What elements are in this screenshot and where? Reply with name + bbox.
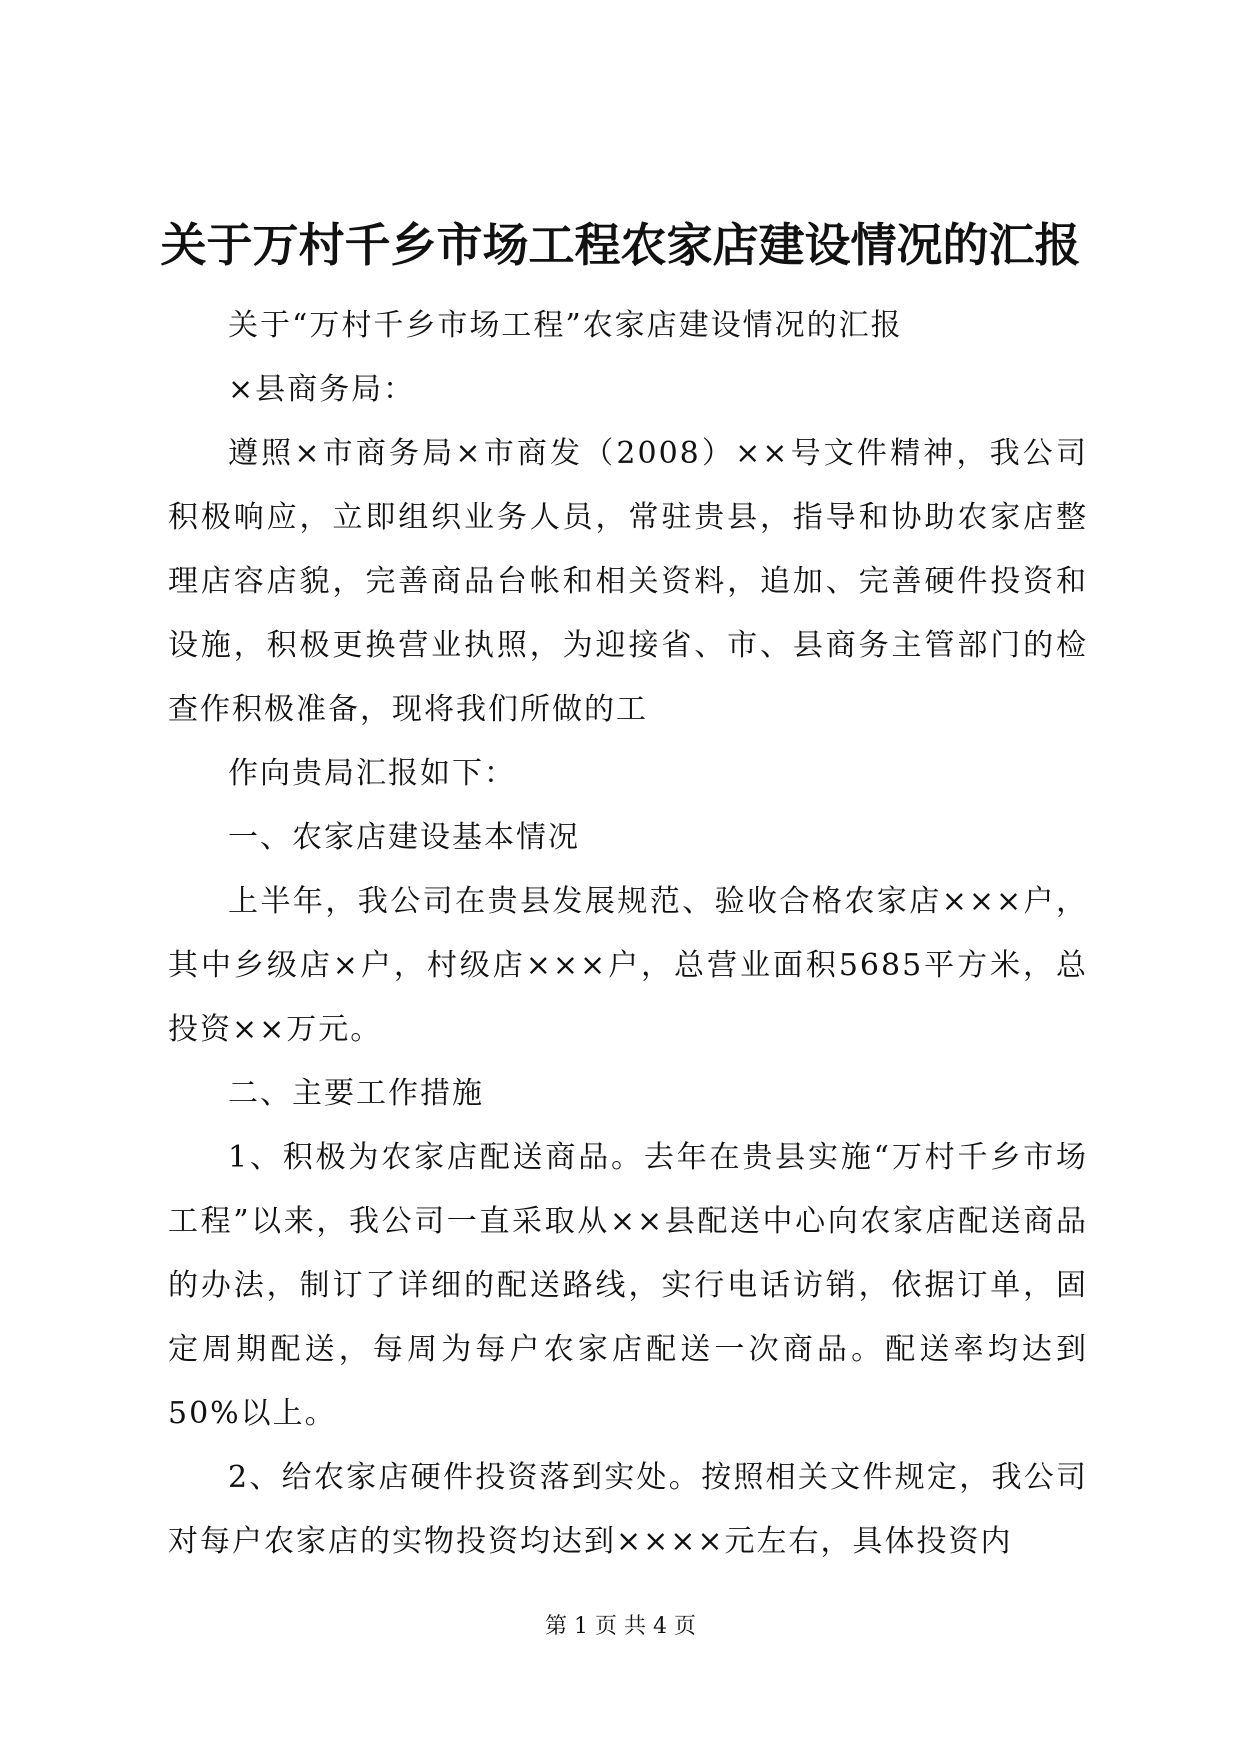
body-paragraph: 1、积极为农家店配送商品。去年在贵县实施“万村千乡市场工程”以来，我公司一直采取从××县配送中心向农家店配送商品的办法，制订了详细的配送路线，实行电话访销，依据订单，固定周期配送，每周为每户农家店配送一次商品。配送率均达到50%以上。 — [168, 1140, 1088, 1431]
document-title: 关于万村千乡市场工程农家店建设情况的汇报 — [160, 218, 1081, 272]
addressee-paragraph: ×县商务局： — [228, 372, 416, 407]
page-footer: 第 1 页 共 4 页 — [545, 1614, 696, 1639]
document-body — [168, 294, 1088, 1574]
body-paragraph: 2、给农家店硬件投资落到实处。按照相关文件规定，我公司对每户农家店的实物投资均达到××××元左右，具体投资内 — [168, 1460, 1088, 1559]
body-paragraph: 上半年，我公司在贵县发展规范、验收合格农家店×××户，其中乡级店×户，村级店×××户，总营业面积5685平方米，总投资××万元。 — [168, 884, 1088, 1047]
subtitle-paragraph: 关于“万村千乡市场工程”农家店建设情况的汇报 — [228, 308, 903, 343]
section-heading: 一、农家店建设基本情况 — [228, 820, 580, 855]
body-paragraph: 作向贵局汇报如下： — [228, 756, 516, 791]
section-heading: 二、主要工作措施 — [228, 1076, 484, 1111]
body-paragraph: 遵照×市商务局×市商发（2008）××号文件精神，我公司积极响应，立即组织业务人员，常驻贵县，指导和协助农家店整理店容店貌，完善商品台帐和相关资料，追加、完善硬件投资和设施，积极更换营业执照，为迎接省、市、县商务主管部门的检查作积极准备，现将我们所做的工 — [168, 436, 1088, 727]
